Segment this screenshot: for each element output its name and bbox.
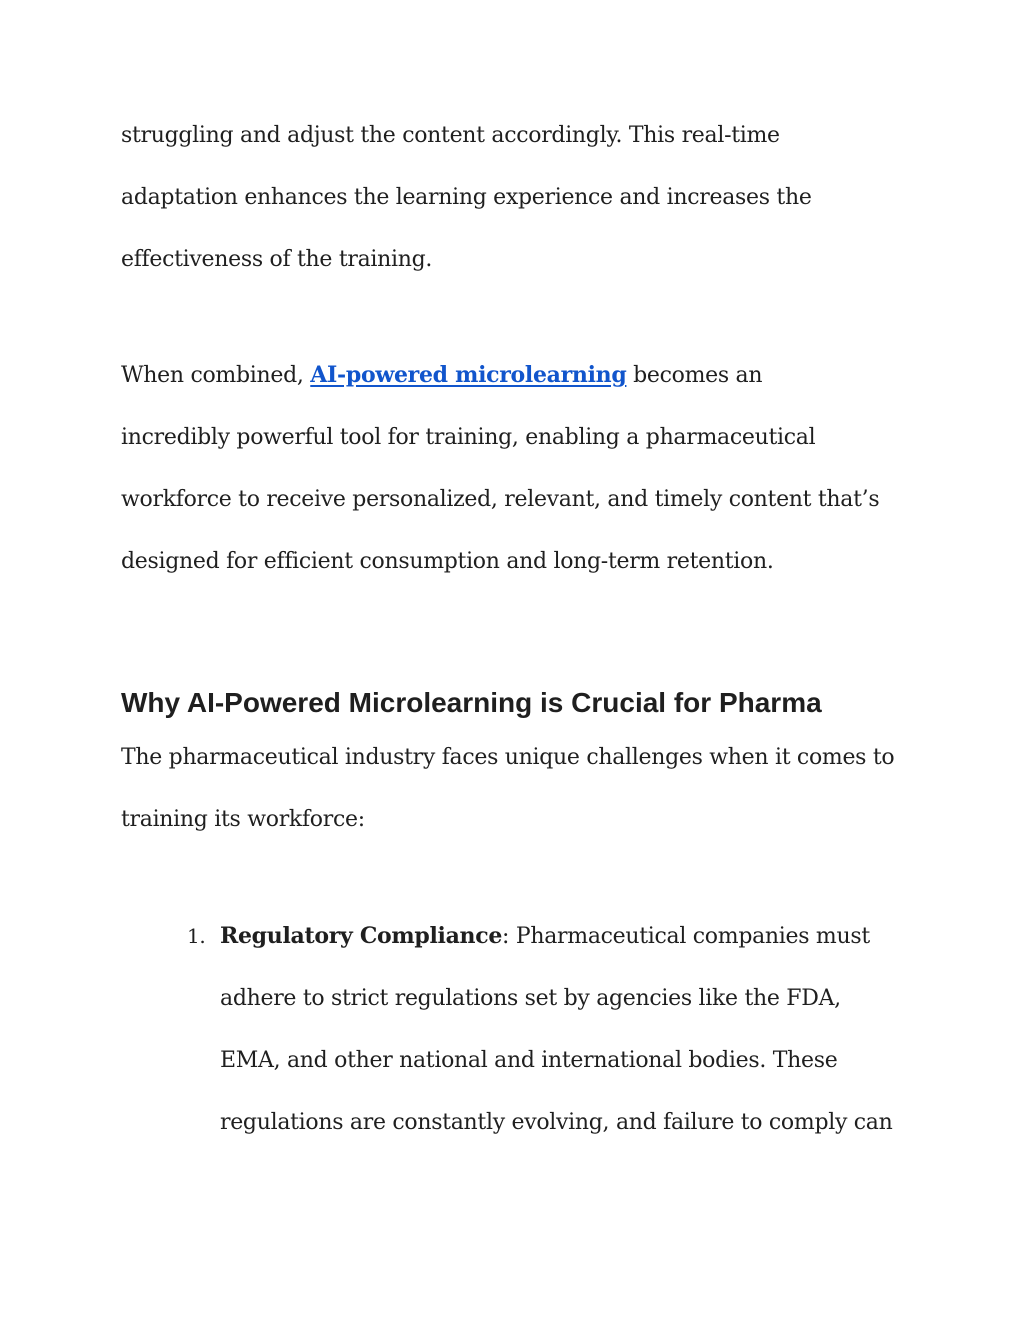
paragraph-combined (121, 344, 921, 593)
paragraph-line-with-link (121, 344, 921, 407)
list-item-term: Regulatory Compliance (220, 923, 503, 949)
paragraph-adaptation (121, 105, 921, 291)
list-item-text: : Pharmaceutical companies must (502, 924, 870, 949)
paragraph-challenges-intro (121, 727, 921, 851)
list-marker: 1. (187, 924, 206, 948)
ai-microlearning-link[interactable]: AI-powered microlearning (310, 362, 627, 388)
paragraph-line: effectiveness of the training. (121, 247, 433, 272)
list-item-line: EMA, and other national and international bodies. These (220, 1048, 838, 1073)
list-item-line: regulations are constantly evolving, and failure to comply can (220, 1110, 893, 1135)
paragraph-line: designed for efficient consumption and long-term retention. (121, 549, 774, 574)
paragraph-line: incredibly powerful tool for training, enabling a pharmaceutical (121, 425, 816, 450)
paragraph-line: workforce to receive personalized, relevant, and timely content that’s (121, 487, 880, 512)
text-before-link: When combined, (121, 363, 311, 388)
paragraph-line: The pharmaceutical industry faces unique challenges when it comes to (121, 745, 895, 770)
paragraph-line: adaptation enhances the learning experience and increases the (121, 185, 812, 210)
list-item-line (220, 905, 920, 968)
list-item-line: adhere to strict regulations set by agencies like the FDA, (220, 986, 841, 1011)
paragraph-line: training its workforce: (121, 807, 365, 832)
text-after-link: becomes an (626, 363, 763, 388)
list-item-body (220, 905, 920, 1154)
section-heading: Why AI-Powered Microlearning is Crucial for Pharma (121, 687, 822, 718)
paragraph-line: struggling and adjust the content accordingly. This real-time (121, 123, 780, 148)
